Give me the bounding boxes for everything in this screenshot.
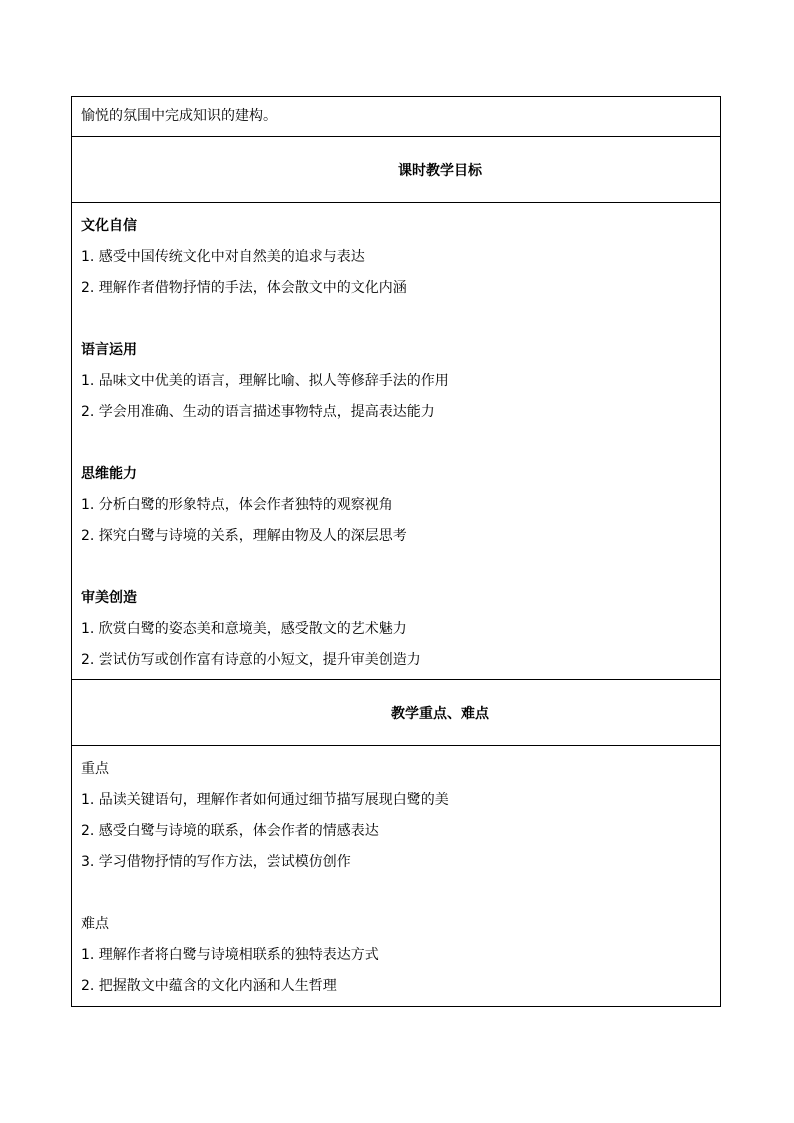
goal-item: 1. 欣赏白鹭的姿态美和意境美，感受散文的艺术魅力 [81, 621, 407, 637]
intro-row [72, 97, 720, 137]
spacer [81, 428, 711, 459]
spacer [81, 878, 711, 909]
focus-heading-row [72, 680, 720, 746]
focus-group-difficulties [81, 909, 711, 1002]
goal-item: 2. 学会用准确、生动的语言描述事物特点，提高表达能力 [81, 404, 435, 420]
focus-heading: 教学重点、难点 [391, 705, 489, 722]
goal-group-thinking [81, 459, 711, 552]
spacer [81, 304, 711, 335]
goal-item: 2. 理解作者借物抒情的手法，体会散文中的文化内涵 [81, 280, 407, 296]
goal-group-title: 文化自信 [81, 218, 137, 234]
spacer [81, 552, 711, 583]
goal-group-title: 思维能力 [81, 466, 137, 482]
focus-item: 1. 品读关键语句，理解作者如何通过细节描写展现白鹭的美 [81, 792, 449, 808]
focus-item: 2. 把握散文中蕴含的文化内涵和人生哲理 [81, 978, 337, 994]
goal-group-title: 语言运用 [81, 342, 137, 358]
focus-item: 2. 感受白鹭与诗境的联系，体会作者的情感表达 [81, 823, 379, 839]
goal-item: 1. 感受中国传统文化中对自然美的追求与表达 [81, 249, 365, 265]
goal-item: 2. 尝试仿写或创作富有诗意的小短文，提升审美创造力 [81, 652, 421, 668]
goals-heading-row [72, 137, 720, 203]
goals-content [72, 203, 720, 680]
goal-group-culture [81, 211, 711, 304]
focus-item: 1. 理解作者将白鹭与诗境相联系的独特表达方式 [81, 947, 379, 963]
goal-group-language [81, 335, 711, 428]
focus-item: 3. 学习借物抒情的写作方法，尝试模仿创作 [81, 854, 351, 870]
goal-group-aesthetic [81, 583, 711, 676]
focus-group-key-points [81, 754, 711, 878]
lesson-plan-table [71, 96, 721, 1007]
goal-item: 1. 分析白鹭的形象特点，体会作者独特的观察视角 [81, 497, 393, 513]
intro-text: 愉悦的氛围中完成知识的建构。 [81, 108, 277, 124]
focus-group-title: 重点 [81, 761, 109, 777]
focus-group-title: 难点 [81, 916, 109, 932]
goal-group-title: 审美创造 [81, 590, 137, 606]
goal-item: 1. 品味文中优美的语言，理解比喻、拟人等修辞手法的作用 [81, 373, 449, 389]
focus-content [72, 746, 720, 1006]
goals-heading: 课时教学目标 [398, 162, 482, 179]
goal-item: 2. 探究白鹭与诗境的关系，理解由物及人的深层思考 [81, 528, 407, 544]
